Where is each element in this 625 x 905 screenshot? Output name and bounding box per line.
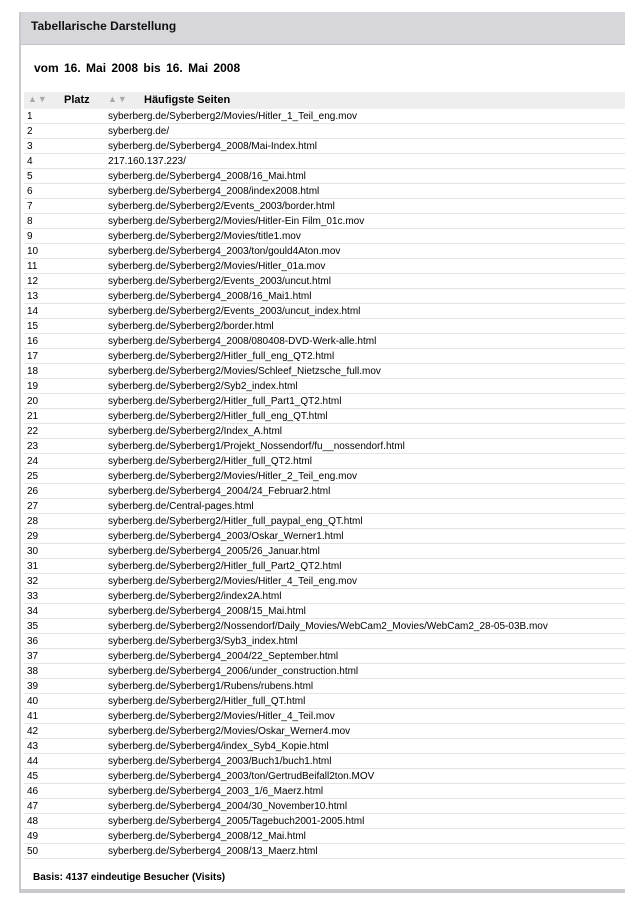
column-header-seiten: Häufigste Seiten [144, 94, 231, 106]
table-row [24, 649, 625, 664]
table-row [24, 784, 625, 799]
table-row [24, 394, 625, 409]
page-url-cell: syberberg.de/Syberberg2/index2A.html [108, 591, 282, 602]
page-url-cell: syberberg.de/Syberberg4_2005/26_Januar.html [108, 546, 320, 557]
table-row [24, 544, 625, 559]
table-row [24, 364, 625, 379]
rank-cell: 49 [27, 831, 39, 842]
date-range: vom 16. Mai 2008 bis 16. Mai 2008 [34, 61, 241, 75]
table-row [24, 439, 625, 454]
page-url-cell: syberberg.de/Syberberg2/Movies/Schleef_Nietzsche_full.mov [108, 366, 381, 377]
page-url-cell: syberberg.de/Syberberg2/Hitler_full_QT.html [108, 696, 306, 707]
page-url-cell: syberberg.de/Central-pages.html [108, 501, 254, 512]
rank-cell: 22 [27, 426, 39, 437]
rank-cell: 30 [27, 546, 39, 557]
page-url-cell: syberberg.de/Syberberg4_2008/13_Maerz.html [108, 846, 318, 857]
table-row [24, 799, 625, 814]
page-url-cell: syberberg.de/Syberberg4_2006/under_construction.html [108, 666, 359, 677]
page-url-cell: syberberg.de/Syberberg4_2008/12_Mai.html [108, 831, 306, 842]
page-url-cell: syberberg.de/Syberberg4_2008/16_Mai1.html [108, 291, 312, 302]
rank-cell: 33 [27, 591, 39, 602]
page-url-cell: syberberg.de/Syberberg4_2005/Tagebuch2001-2005.html [108, 816, 365, 827]
rank-cell: 18 [27, 366, 39, 377]
page-url-cell: 217.160.137.223/ [108, 156, 186, 167]
rank-cell: 25 [27, 471, 39, 482]
rank-cell: 1 [27, 111, 33, 122]
page-url-cell: syberberg.de/Syberberg2/Movies/Hitler-Ein Film_01c.mov [108, 216, 365, 227]
rank-cell: 38 [27, 666, 39, 677]
table-row [24, 109, 625, 124]
page-url-cell: syberberg.de/Syberberg2/Hitler_full_Part2_QT2.html [108, 561, 342, 572]
table-row [24, 304, 625, 319]
rank-cell: 23 [27, 441, 39, 452]
table-row [24, 664, 625, 679]
page-url-cell: syberberg.de/Syberberg2/Movies/Hitler_4_Teil_eng.mov [108, 576, 358, 587]
page-url-cell: syberberg.de/Syberberg4_2008/15_Mai.html [108, 606, 306, 617]
table-row [24, 574, 625, 589]
rank-cell: 6 [27, 186, 33, 197]
page-url-cell: syberberg.de/Syberberg2/Events_2003/uncut.html [108, 276, 331, 287]
rank-cell: 46 [27, 786, 39, 797]
table-row [24, 424, 625, 439]
bottom-divider [21, 889, 625, 893]
page-url-cell: syberberg.de/Syberberg1/Projekt_Nossendorf/fu__nossendorf.html [108, 441, 405, 452]
rank-cell: 45 [27, 771, 39, 782]
table-row [24, 379, 625, 394]
table-row [24, 484, 625, 499]
page-url-cell: syberberg.de/Syberberg4_2003/Buch1/buch1.html [108, 756, 332, 767]
page-url-cell: syberberg.de/Syberberg4_2003_1/6_Maerz.html [108, 786, 324, 797]
rank-cell: 34 [27, 606, 39, 617]
page-url-cell: syberberg.de/Syberberg1/Rubens/rubens.html [108, 681, 314, 692]
table-row [24, 454, 625, 469]
page-url-cell: syberberg.de/Syberberg2/Hitler_full_Part1_QT2.html [108, 396, 342, 407]
table-row [24, 709, 625, 724]
rank-cell: 41 [27, 711, 39, 722]
table-row [24, 619, 625, 634]
rank-cell: 12 [27, 276, 39, 287]
table-row [24, 214, 625, 229]
page-url-cell: syberberg.de/Syberberg2/Movies/title1.mov [108, 231, 301, 242]
page-url-cell: syberberg.de/Syberberg2/Hitler_full_eng_QT2.html [108, 351, 335, 362]
table-row [24, 274, 625, 289]
rank-cell: 28 [27, 516, 39, 527]
page-url-cell: syberberg.de/Syberberg4_2004/22_September.html [108, 651, 339, 662]
table-row [24, 499, 625, 514]
page-url-cell: syberberg.de/Syberberg4_2004/24_Februar2.html [108, 486, 331, 497]
table-row [24, 634, 625, 649]
page-url-cell: syberberg.de/Syberberg4_2008/index2008.html [108, 186, 320, 197]
footer-basis: Basis: 4137 eindeutige Besucher (Visits) [33, 872, 226, 883]
rank-cell: 31 [27, 561, 39, 572]
panel-title: Tabellarische Darstellung [21, 12, 625, 45]
rank-cell: 50 [27, 846, 39, 857]
rank-cell: 8 [27, 216, 33, 227]
rank-cell: 40 [27, 696, 39, 707]
page-url-cell: syberberg.de/Syberberg4_2008/080408-DVD-Werk-alle.html [108, 336, 377, 347]
table-row [24, 589, 625, 604]
rank-cell: 37 [27, 651, 39, 662]
rank-cell: 27 [27, 501, 39, 512]
rank-cell: 39 [27, 681, 39, 692]
table-row [24, 139, 625, 154]
rank-cell: 20 [27, 396, 39, 407]
table-row [24, 724, 625, 739]
page-url-cell: syberberg.de/Syberberg2/Hitler_full_QT2.html [108, 456, 312, 467]
table-row [24, 679, 625, 694]
page-url-cell: syberberg.de/Syberberg2/Movies/Hitler_1_Teil_eng.mov [108, 111, 358, 122]
page-url-cell: syberberg.de/Syberberg2/Movies/Hitler_01a.mov [108, 261, 326, 272]
rank-cell: 2 [27, 126, 33, 137]
page-url-cell: syberberg.de/Syberberg4_2003/Oskar_Werner1.html [108, 531, 344, 542]
rank-cell: 16 [27, 336, 39, 347]
table-row [24, 469, 625, 484]
table-row [24, 754, 625, 769]
page-url-cell: syberberg.de/Syberberg2/Hitler_full_paypal_eng_QT.html [108, 516, 363, 527]
page-url-cell: syberberg.de/Syberberg4_2003/ton/gould4Aton.mov [108, 246, 341, 257]
page-url-cell: syberberg.de/ [108, 126, 170, 137]
table-row [24, 514, 625, 529]
rank-cell: 35 [27, 621, 39, 632]
table-row [24, 229, 625, 244]
rank-cell: 15 [27, 321, 39, 332]
statistics-panel [19, 12, 625, 893]
rank-cell: 29 [27, 531, 39, 542]
rank-cell: 32 [27, 576, 39, 587]
page-url-cell: syberberg.de/Syberberg2/Movies/Oskar_Werner4.mov [108, 726, 351, 737]
table-row [24, 349, 625, 364]
table-row [24, 739, 625, 754]
table-row [24, 334, 625, 349]
table-row [24, 829, 625, 844]
rank-cell: 47 [27, 801, 39, 812]
page-url-cell: syberberg.de/Syberberg3/Syb3_index.html [108, 636, 298, 647]
page-url-cell: syberberg.de/Syberberg4/index_Syb4_Kopie.html [108, 741, 329, 752]
rank-cell: 4 [27, 156, 33, 167]
table-row [24, 124, 625, 139]
table-row [24, 319, 625, 334]
table-row [24, 259, 625, 274]
page-url-cell: syberberg.de/Syberberg2/Index_A.html [108, 426, 282, 437]
sort-arrows-icon[interactable]: ▲▼ [108, 94, 128, 104]
sort-arrows-icon[interactable]: ▲▼ [28, 94, 48, 104]
rank-cell: 14 [27, 306, 39, 317]
rank-cell: 17 [27, 351, 39, 362]
page-url-cell: syberberg.de/Syberberg2/Syb2_index.html [108, 381, 298, 392]
rank-cell: 48 [27, 816, 39, 827]
table-row [24, 694, 625, 709]
table-row [24, 199, 625, 214]
page-url-cell: syberberg.de/Syberberg4_2004/30_November10.html [108, 801, 348, 812]
rank-cell: 36 [27, 636, 39, 647]
table-row [24, 409, 625, 424]
page-url-cell: syberberg.de/Syberberg2/Events_2003/uncut_index.html [108, 306, 361, 317]
page-url-cell: syberberg.de/Syberberg2/Movies/Hitler_2_Teil_eng.mov [108, 471, 358, 482]
top-pages-table [24, 92, 625, 859]
table-header [24, 92, 625, 109]
table-row [24, 559, 625, 574]
page-url-cell: syberberg.de/Syberberg2/border.html [108, 321, 274, 332]
page-url-cell: syberberg.de/Syberberg4_2008/16_Mai.html [108, 171, 306, 182]
rank-cell: 42 [27, 726, 39, 737]
rank-cell: 43 [27, 741, 39, 752]
table-body [24, 109, 625, 859]
rank-cell: 11 [27, 261, 38, 272]
rank-cell: 5 [27, 171, 33, 182]
table-row [24, 244, 625, 259]
page-url-cell: syberberg.de/Syberberg2/Hitler_full_eng_QT.html [108, 411, 328, 422]
rank-cell: 26 [27, 486, 39, 497]
table-row [24, 844, 625, 859]
page-url-cell: syberberg.de/Syberberg4_2003/ton/GertrudBeifall2ton.MOV [108, 771, 375, 782]
table-row [24, 154, 625, 169]
page-url-cell: syberberg.de/Syberberg2/Nossendorf/Daily_Movies/WebCam2_Movies/WebCam2_28-05-03B.mov [108, 621, 548, 632]
column-header-platz: Platz [64, 94, 90, 106]
rank-cell: 21 [27, 411, 39, 422]
rank-cell: 9 [27, 231, 33, 242]
table-row [24, 769, 625, 784]
rank-cell: 10 [27, 246, 39, 257]
table-row [24, 289, 625, 304]
table-row [24, 169, 625, 184]
table-row [24, 529, 625, 544]
rank-cell: 13 [27, 291, 39, 302]
table-row [24, 814, 625, 829]
rank-cell: 7 [27, 201, 33, 212]
page-url-cell: syberberg.de/Syberberg4_2008/Mai-Index.html [108, 141, 318, 152]
rank-cell: 44 [27, 756, 39, 767]
rank-cell: 24 [27, 456, 39, 467]
page-url-cell: syberberg.de/Syberberg2/Movies/Hitler_4_Teil.mov [108, 711, 335, 722]
rank-cell: 19 [27, 381, 39, 392]
table-row [24, 184, 625, 199]
page-url-cell: syberberg.de/Syberberg2/Events_2003/border.html [108, 201, 335, 212]
rank-cell: 3 [27, 141, 33, 152]
table-row [24, 604, 625, 619]
